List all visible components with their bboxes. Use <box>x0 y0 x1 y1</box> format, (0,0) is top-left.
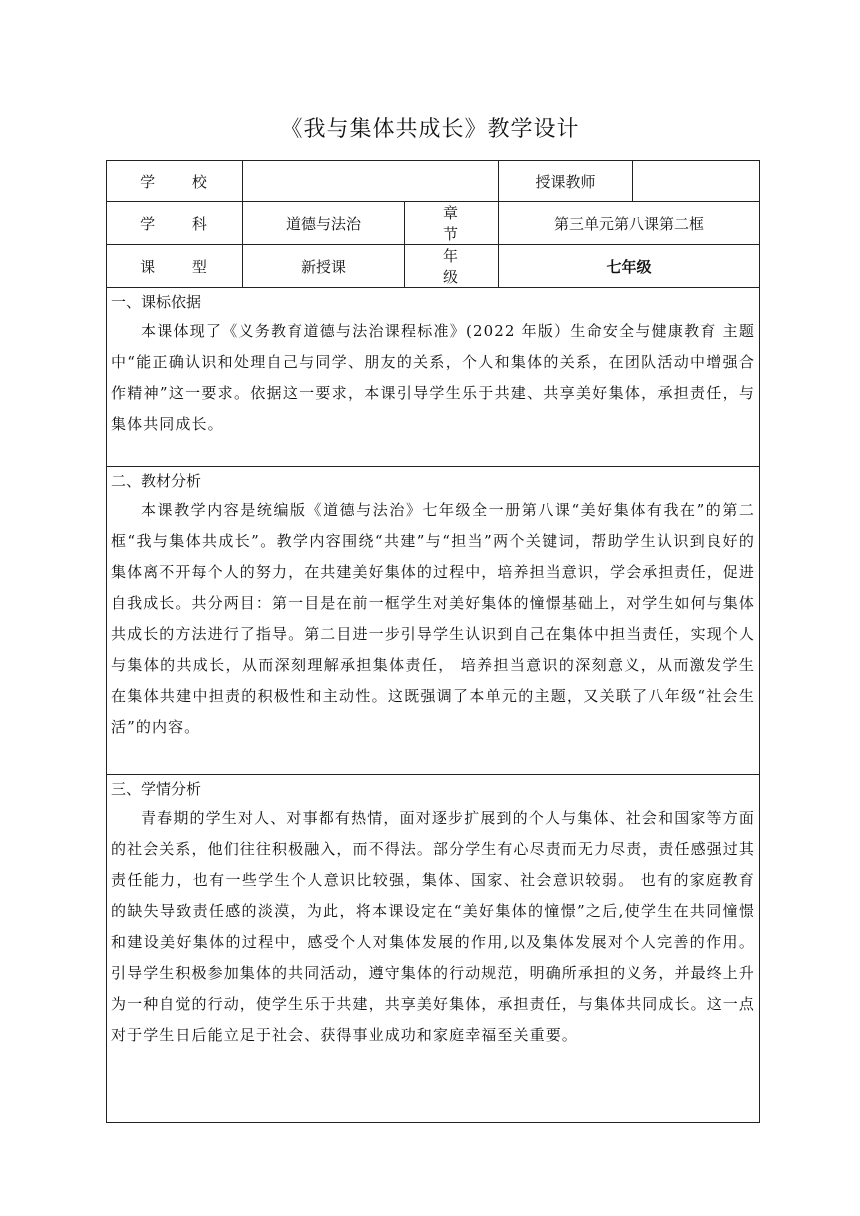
lesson-design-table <box>106 160 760 1123</box>
page-title: 《我与集体共成长》教学设计 <box>280 117 580 142</box>
chapter-label: 章 节 <box>405 202 499 245</box>
grade-value: 七年级 <box>499 245 760 288</box>
grade-label: 年 级 <box>405 245 499 288</box>
subject-label: 学 科 <box>107 202 243 245</box>
section-row-students <box>107 775 760 1123</box>
type-value: 新授课 <box>243 245 405 288</box>
section-title: 三、学情分析 <box>111 780 202 798</box>
section-body: 本课体现了《义务教育道德与法治课程标准》(2022 年版）生命安全与健康教育 主题中“能正确认识和处理自己与同学、朋友的关系，个人和集体的关系，在团队活动中增强合作精神”这一要求。依据这一要求，本课引导学生乐于共建、共享美好集体，承担责任，与集体共同成长。 <box>111 322 755 433</box>
subject-row <box>107 202 760 245</box>
chapter-value: 第三单元第八课第二框 <box>499 202 760 245</box>
school-row <box>107 161 760 202</box>
section-row-textbook <box>107 467 760 775</box>
section-body: 青春期的学生对人、对事都有热情，面对逐步扩展到的个人与集体、社会和国家等方面的社会关系，他们往往积极融入，而不得法。部分学生有心尽责而无力尽责，责任感强过其责任能力，也有一些学生个人意识比较强，集体、国家、社会意识较弱。 也有的家庭教育的缺失导致责任感的淡漠，为此，将本课设定在“美好集体的憧憬”之后,使学生在共同憧憬和建设美好集体的过程中，感受个人对集体发展的作用,以及集体发展对个人完善的作用。引导学生积极参加集体的共同活动，遵守集体的行动规范，明确所承担的义务，并最终上升为一种自觉的行动，使学生乐于共建，共享美好集体，承担责任，与集体共同成长。这一点对于学生日后能立足于社会、获得事业成功和家庭幸福至关重要。 <box>111 809 756 1044</box>
school-value <box>243 161 499 202</box>
subject-value: 道德与法治 <box>243 202 405 245</box>
type-label: 课 型 <box>107 245 243 288</box>
section-standards <box>107 288 760 467</box>
section-students <box>107 775 760 1123</box>
teacher-label: 授课教师 <box>499 161 633 202</box>
section-title: 二、教材分析 <box>111 472 202 490</box>
section-textbook <box>107 467 760 775</box>
school-label: 学 校 <box>107 161 243 202</box>
type-row <box>107 245 760 288</box>
section-row-standards <box>107 288 760 467</box>
teacher-value <box>633 161 760 202</box>
section-title: 一、课标依据 <box>111 293 202 311</box>
section-body: 本课教学内容是统编版《道德与法治》七年级全一册第八课“美好集体有我在”的第二框“我与集体共成长”。教学内容围绕“共建”与“担当”两个关键词，帮助学生认识到良好的集体离不开每个人的努力，在共建美好集体的过程中，培养担当意识，学会承担责任，促进自我成长。共分两目：第一目是在前一框学生对美好集体的憧憬基础上，对学生如何与集体共成长的方法进行了指导。第二目进一步引导学生认识到自己在集体中担当责任，实现个人与集体的共成长，从而深刻理解承担集体责任， 培养担当意识的深刻意义，从而激发学生在集体共建中担责的积极性和主动性。这既强调了本单元的主题，又关联了八年级“社会生活”的内容。 <box>111 501 756 736</box>
